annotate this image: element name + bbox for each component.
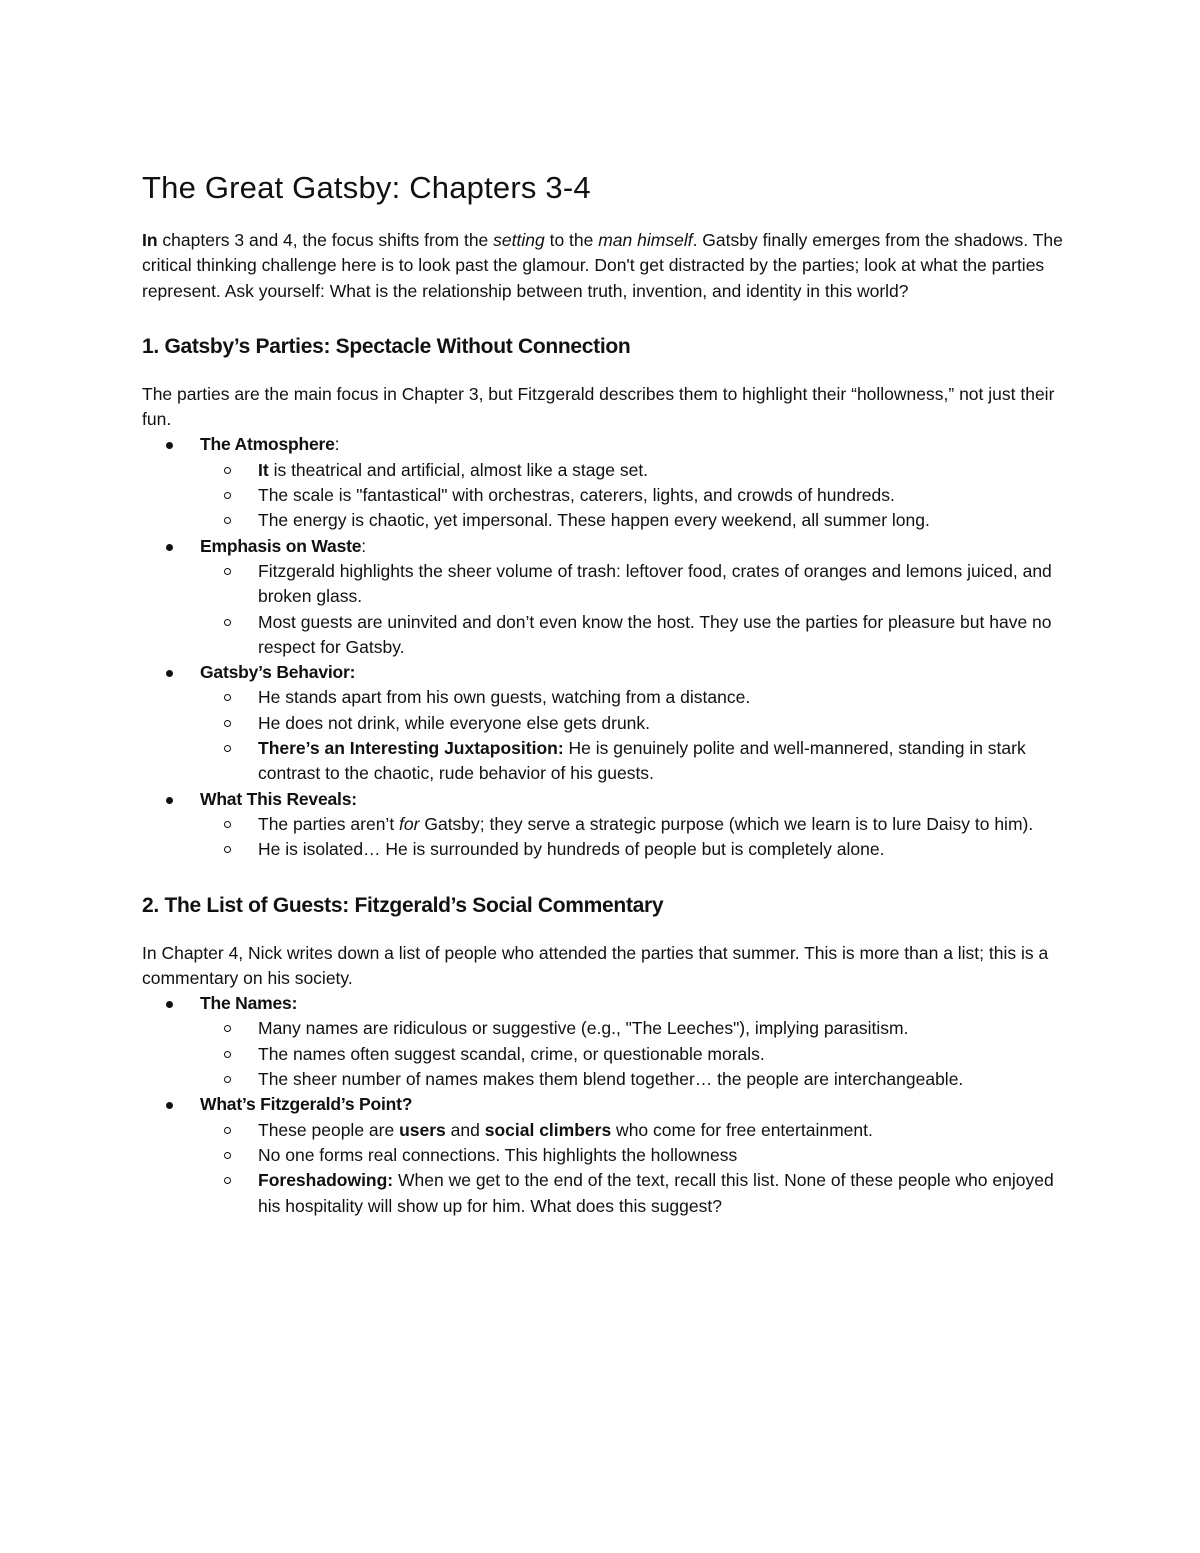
circle-bullet-icon [224,745,231,752]
sub-item [200,559,1064,610]
intro-text-2: to the [544,230,599,250]
list-item-behavior [142,660,1064,685]
sub-item-text: He stands apart from his own guests, watching from a distance. [258,687,751,708]
list-item-heading: What This Reveals: [200,788,357,809]
point-sublist [200,1118,1064,1219]
circle-bullet-icon [224,694,231,701]
sub-item [200,458,1064,483]
sub-item [200,1016,1064,1041]
circle-bullet-icon [224,1076,231,1083]
sub-item-text: These people are [258,1119,400,1140]
bullet-icon [166,544,173,551]
section-1-list [142,787,1064,812]
sub-item-text: He is genuinely polite and well-mannered, standing in stark contrast to the chaotic, rude behavior of his guests. [258,738,1026,784]
sub-item [200,711,1064,736]
circle-bullet-icon [224,846,231,853]
bullet-icon [166,670,173,677]
section-2-lead: In Chapter 4, Nick writes down a list of people who attended the parties that summer. This is more than a list; this is a commentary on his society. [142,942,1049,988]
sub-item [200,812,1064,837]
sub-item-text: is theatrical and artificial, almost like a stage set. [268,459,649,480]
section-1-list [142,660,1064,685]
list-item-heading: The Atmosphere [200,434,335,455]
sub-item [200,483,1064,508]
list-item-waste [142,534,1064,559]
sub-item-text: Many names are ridiculous or suggestive (e.g., "The Leeches"), implying parasitism. [258,1018,909,1039]
circle-bullet-icon [224,821,231,828]
sub-item [200,1118,1064,1143]
intro-text-3: . Gatsby finally emerges from the shadows. The critical thinking challenge here is to look past the glamour. Don't get distracted by the parties; look at what the parties represent. Ask yourself: What is the relationship between truth, invention, and identity in this world? [142,230,1063,301]
section-2-heading: 2. The List of Guests: Fitzgerald’s Social Commentary [142,893,664,917]
names-sublist [200,1016,1064,1092]
list-item-names [142,991,1064,1016]
bullet-icon [166,442,173,449]
list-item-reveals [142,787,1064,812]
sub-item-text: The sheer number of names makes them blend together… the people are interchangeable. [258,1069,964,1090]
intro-text-1: chapters 3 and 4, the focus shifts from the [157,230,494,250]
sub-item [200,837,1064,862]
sub-item [200,508,1064,533]
list-item-colon: : [334,434,340,455]
circle-bullet-icon [224,720,231,727]
sub-item-strong: It [258,459,269,480]
list-item-point [142,1092,1064,1117]
list-item-heading: Gatsby’s Behavior: [200,662,356,683]
sub-item-text: The energy is chaotic, yet impersonal. These happen every weekend, all summer long. [258,510,930,531]
page-title: The Great Gatsby: Chapters 3-4 [142,170,591,205]
circle-bullet-icon [224,568,231,575]
sub-item-strong: social climbers [484,1119,612,1140]
circle-bullet-icon [224,1127,231,1134]
waste-sublist [200,559,1064,660]
sub-item [200,1067,1064,1092]
atmosphere-sublist [200,458,1064,534]
sub-item-text: The parties aren’t [258,813,400,834]
section-1-list [142,432,1064,457]
sub-item-text: who come for free entertainment. [611,1119,873,1140]
intro-paragraph [142,228,1064,304]
list-item-heading: What’s Fitzgerald’s Point? [200,1094,413,1115]
section-1-heading: 1. Gatsby’s Parties: Spectacle Without Connection [142,334,631,358]
sub-item-text: He is isolated… He is surrounded by hundreds of people but is completely alone. [258,839,885,860]
circle-bullet-icon [224,1152,231,1159]
sub-item-strong: users [399,1119,446,1140]
reveals-sublist [200,812,1064,863]
sub-item-text: and [445,1119,485,1140]
document-body [142,168,1064,1219]
sub-item-strong: There’s an Interesting Juxtaposition: [258,738,564,759]
sub-item-text: No one forms real connections. This highlights the hollowness [258,1144,738,1165]
section-1-list [142,534,1064,559]
sub-item-text: The names often suggest scandal, crime, or questionable morals. [258,1043,765,1064]
sub-item-text: Gatsby; they serve a strategic purpose (which we learn is to lure Daisy to him). [419,813,1034,834]
sub-item-text: Fitzgerald highlights the sheer volume of trash: leftover food, crates of oranges and lemons juiced, and broken glass. [258,560,1052,607]
list-item-atmosphere [142,432,1064,457]
circle-bullet-icon [224,492,231,499]
sub-item-strong: Foreshadowing: [258,1170,394,1191]
section-2-list [142,1092,1064,1117]
intro-emphasis-setting: setting [493,230,545,250]
sub-item [200,1042,1064,1067]
sub-item-text: The scale is "fantastical" with orchestras, caterers, lights, and crowds of hundreds. [258,485,895,506]
circle-bullet-icon [224,619,231,626]
sub-item-text: When we get to the end of the text, recall this list. None of these people who enjoyed his hospitality will show up for him. What does this suggest? [258,1170,1054,1216]
circle-bullet-icon [224,1025,231,1032]
sub-item-text: Most guests are uninvited and don’t even know the host. They use the parties for pleasure but have no respect for Gatsby. [258,611,1052,657]
list-item-heading: The Names: [200,993,298,1014]
bullet-icon [166,1001,173,1008]
sub-item-text: He does not drink, while everyone else gets drunk. [258,712,651,733]
behavior-sublist [200,685,1064,786]
circle-bullet-icon [224,467,231,474]
bullet-icon [166,1102,173,1109]
circle-bullet-icon [224,1051,231,1058]
sub-item [200,1143,1064,1168]
bullet-icon [166,797,173,804]
intro-emphasis-man: man himself [598,230,693,250]
section-2-list [142,991,1064,1016]
circle-bullet-icon [224,1177,231,1184]
list-item-heading: Emphasis on Waste [200,535,362,556]
sub-item-emphasis: for [399,813,420,834]
list-item-colon: : [361,535,367,556]
intro-lead-word: In [142,230,158,250]
circle-bullet-icon [224,517,231,524]
sub-item [200,1168,1064,1219]
sub-item [200,685,1064,710]
section-1-lead: The parties are the main focus in Chapter 3, but Fitzgerald describes them to highlight their “hollowness,” not just their fun. [142,383,1055,430]
sub-item [200,736,1064,787]
sub-item [200,610,1064,661]
